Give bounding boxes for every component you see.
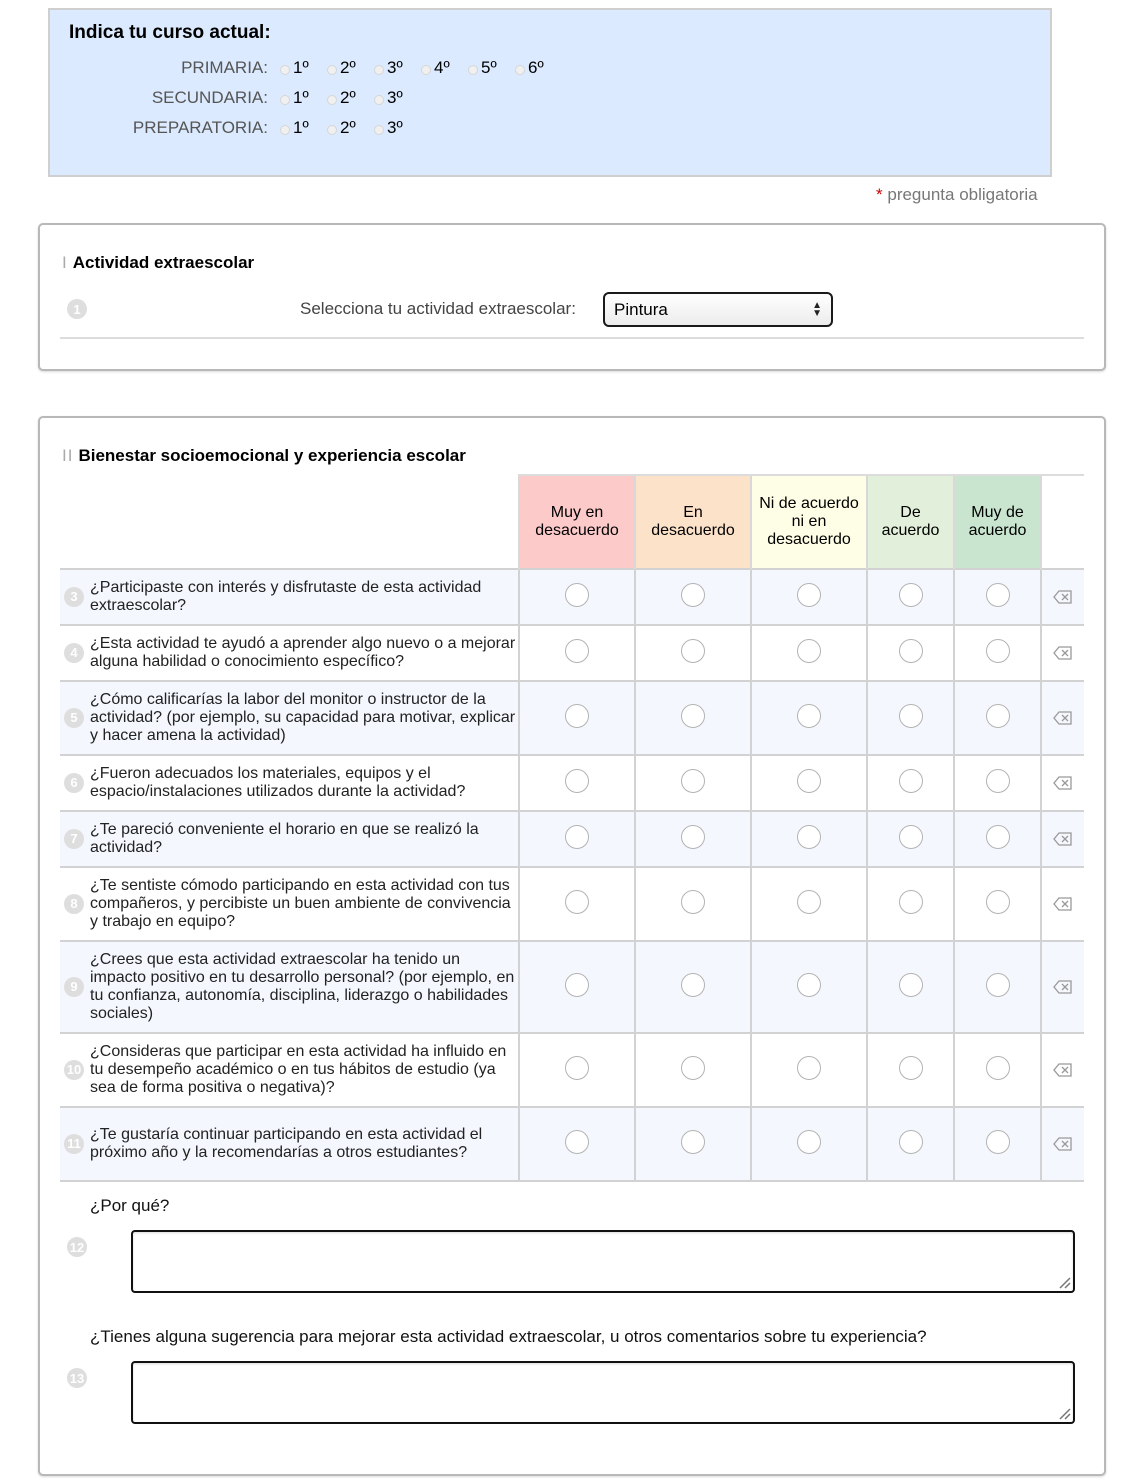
likert-cell xyxy=(867,867,954,941)
likert-row xyxy=(60,681,1084,755)
likert-cell xyxy=(751,811,867,867)
likert-cell xyxy=(751,681,867,755)
likert-radio[interactable] xyxy=(681,973,705,997)
open-question-label: ¿Por qué? xyxy=(90,1196,170,1215)
scale-header: Ni de acuerdo ni en desacuerdo xyxy=(751,475,867,569)
question-text: ¿Te pareció conveniente el horario en que se realizó la actividad? xyxy=(90,821,479,856)
clear-cell xyxy=(1041,569,1084,625)
course-row-secundaria xyxy=(50,87,421,109)
clear-answer-icon[interactable] xyxy=(1053,711,1073,725)
likert-cell xyxy=(519,569,635,625)
scale-header: Muy en desacuerdo xyxy=(519,475,635,569)
likert-radio[interactable] xyxy=(986,639,1010,663)
open-question-label: ¿Tienes alguna sugerencia para mejorar esta actividad extraescolar, u otros comentarios sobre tu experiencia? xyxy=(90,1327,927,1346)
course-option[interactable]: 2º xyxy=(327,58,374,78)
likert-cell xyxy=(954,941,1041,1033)
question-number-badge: 3 xyxy=(64,587,84,607)
likert-cell xyxy=(954,625,1041,681)
likert-cell xyxy=(519,1033,635,1107)
likert-cell xyxy=(635,569,751,625)
clear-answer-icon[interactable] xyxy=(1053,590,1073,604)
radio-button[interactable] xyxy=(515,65,525,75)
likert-radio[interactable] xyxy=(797,639,821,663)
likert-radio[interactable] xyxy=(899,890,923,914)
radio-button[interactable] xyxy=(327,125,337,135)
likert-radio[interactable] xyxy=(565,1056,589,1080)
question-cell xyxy=(60,625,519,681)
question-number-badge: 9 xyxy=(64,977,84,997)
section-roman-mark: I xyxy=(62,253,68,272)
course-option[interactable]: 3º xyxy=(374,118,421,138)
radio-button[interactable] xyxy=(280,125,290,135)
likert-cell xyxy=(867,1033,954,1107)
course-option[interactable]: 3º xyxy=(374,58,421,78)
question-number-badge: 13 xyxy=(67,1368,87,1388)
course-option[interactable]: 5º xyxy=(468,58,515,78)
course-title: Indica tu curso actual: xyxy=(69,22,271,43)
section-wellbeing-panel xyxy=(38,416,1106,1476)
likert-radio[interactable] xyxy=(565,639,589,663)
likert-radio[interactable] xyxy=(899,639,923,663)
likert-radio[interactable] xyxy=(681,583,705,607)
likert-cell xyxy=(954,1107,1041,1181)
likert-cell xyxy=(519,867,635,941)
likert-cell xyxy=(751,1033,867,1107)
likert-cell xyxy=(751,569,867,625)
likert-radio[interactable] xyxy=(681,890,705,914)
likert-radio[interactable] xyxy=(986,1056,1010,1080)
likert-radio[interactable] xyxy=(986,704,1010,728)
question-cell xyxy=(60,681,519,755)
question-text: ¿Crees que esta actividad extraescolar ha tenido un impacto positivo en tu desarrollo personal? (por ejemplo, en tu confianza, autonomía, disciplina, liderazgo o habilidades sociales) xyxy=(90,951,515,1022)
likert-cell xyxy=(751,867,867,941)
radio-button[interactable] xyxy=(468,65,478,75)
radio-button[interactable] xyxy=(374,65,384,75)
question-cell xyxy=(60,941,519,1033)
likert-cell xyxy=(635,681,751,755)
likert-cell xyxy=(954,1033,1041,1107)
radio-button[interactable] xyxy=(374,125,384,135)
question-text: ¿Cómo calificarías la labor del monitor o instructor de la actividad? (por ejemplo, su capacidad para motivar, explicar y hacer amena la actividad) xyxy=(90,691,516,744)
scale-header: En desacuerdo xyxy=(635,475,751,569)
likert-cell xyxy=(867,941,954,1033)
required-star-icon: * xyxy=(876,185,883,204)
divider xyxy=(60,337,1084,339)
clear-answer-icon[interactable] xyxy=(1053,776,1073,790)
likert-radio[interactable] xyxy=(986,1130,1010,1154)
course-row-preparatoria xyxy=(50,117,421,139)
likert-cell xyxy=(519,625,635,681)
clear-answer-icon[interactable] xyxy=(1053,980,1073,994)
question-number-badge: 7 xyxy=(64,829,84,849)
likert-radio[interactable] xyxy=(681,1056,705,1080)
likert-cell xyxy=(635,755,751,811)
activity-select-value: Pintura xyxy=(614,299,668,319)
likert-radio[interactable] xyxy=(986,825,1010,849)
likert-cell xyxy=(867,811,954,867)
resize-grip-icon[interactable] xyxy=(1057,1275,1071,1289)
likert-cell xyxy=(635,867,751,941)
question-cell xyxy=(60,569,519,625)
question-cell xyxy=(60,811,519,867)
likert-radio[interactable] xyxy=(565,973,589,997)
likert-radio[interactable] xyxy=(681,825,705,849)
why-textarea[interactable] xyxy=(131,1230,1075,1293)
radio-button[interactable] xyxy=(374,95,384,105)
likert-radio[interactable] xyxy=(986,769,1010,793)
section-title: I Actividad extraescolar xyxy=(62,253,255,272)
clear-cell xyxy=(1041,681,1084,755)
likert-cell xyxy=(751,941,867,1033)
question-cell xyxy=(60,755,519,811)
question-number-badge: 5 xyxy=(64,708,84,728)
clear-cell xyxy=(1041,755,1084,811)
course-level-label: SECUNDARIA: xyxy=(151,88,268,107)
course-option[interactable]: 4º xyxy=(421,58,468,78)
section-title: II Bienestar socioemocional y experiencia escolar xyxy=(62,446,466,465)
likert-radio[interactable] xyxy=(681,769,705,793)
question-number-badge: 12 xyxy=(67,1237,87,1257)
clear-answer-icon[interactable] xyxy=(1053,646,1073,660)
likert-row xyxy=(60,755,1084,811)
activity-select-label: Selecciona tu actividad extraescolar: xyxy=(300,299,576,318)
likert-cell xyxy=(954,569,1041,625)
likert-cell xyxy=(635,1107,751,1181)
question-text: ¿Te gustaría continuar participando en esta actividad el próximo año y la recomendarías a otros estudiantes? xyxy=(90,1126,483,1161)
question-text: ¿Esta actividad te ayudó a aprender algo nuevo o a mejorar alguna habilidad o conocimiento específico? xyxy=(90,635,516,670)
radio-button[interactable] xyxy=(327,65,337,75)
clear-cell xyxy=(1041,867,1084,941)
likert-cell xyxy=(519,755,635,811)
likert-cell xyxy=(751,1107,867,1181)
likert-radio[interactable] xyxy=(797,1056,821,1080)
scale-header: Muy de acuerdo xyxy=(954,475,1041,569)
likert-cell xyxy=(519,941,635,1033)
likert-cell xyxy=(954,755,1041,811)
clear-cell xyxy=(1041,941,1084,1033)
likert-matrix xyxy=(60,474,1084,1182)
question-text: ¿Consideras que participar en esta actividad ha influido en tu desempeño académico o en tus hábitos de estudio (ya sea de forma positiva o negativa)? xyxy=(90,1043,507,1096)
suggestions-textarea[interactable] xyxy=(131,1361,1075,1424)
likert-radio[interactable] xyxy=(899,583,923,607)
section-roman-mark: II xyxy=(62,446,74,465)
likert-row xyxy=(60,625,1084,681)
clear-answer-icon[interactable] xyxy=(1053,1063,1073,1077)
question-cell xyxy=(60,1107,519,1181)
radio-button[interactable] xyxy=(327,95,337,105)
likert-radio[interactable] xyxy=(565,583,589,607)
scale-header: De acuerdo xyxy=(867,475,954,569)
likert-row xyxy=(60,941,1084,1033)
likert-radio[interactable] xyxy=(681,639,705,663)
likert-cell xyxy=(751,755,867,811)
course-level-label: PRIMARIA: xyxy=(181,58,268,77)
course-option[interactable]: 2º xyxy=(327,88,374,108)
likert-cell xyxy=(635,811,751,867)
clear-cell xyxy=(1041,1107,1084,1181)
likert-cell xyxy=(519,811,635,867)
clear-answer-icon[interactable] xyxy=(1053,897,1073,911)
likert-radio[interactable] xyxy=(797,973,821,997)
likert-radio[interactable] xyxy=(797,583,821,607)
likert-cell xyxy=(867,569,954,625)
question-number-badge: 8 xyxy=(64,894,84,914)
likert-row xyxy=(60,811,1084,867)
course-option[interactable]: 1º xyxy=(280,118,327,138)
likert-radio[interactable] xyxy=(899,825,923,849)
section-activity-panel xyxy=(38,223,1106,371)
likert-radio[interactable] xyxy=(565,769,589,793)
likert-radio[interactable] xyxy=(565,704,589,728)
likert-cell xyxy=(867,1107,954,1181)
likert-radio[interactable] xyxy=(797,769,821,793)
radio-button[interactable] xyxy=(280,95,290,105)
course-selection-box xyxy=(48,8,1052,177)
activity-select[interactable] xyxy=(603,292,833,327)
course-option[interactable]: 1º xyxy=(280,58,327,78)
likert-radio[interactable] xyxy=(797,1130,821,1154)
likert-radio[interactable] xyxy=(899,973,923,997)
course-option[interactable]: 6º xyxy=(515,58,562,78)
course-level-label: PREPARATORIA: xyxy=(132,118,268,137)
likert-radio[interactable] xyxy=(899,1130,923,1154)
likert-radio[interactable] xyxy=(565,1130,589,1154)
required-note xyxy=(876,185,1038,205)
likert-cell xyxy=(519,1107,635,1181)
likert-cell xyxy=(635,625,751,681)
likert-cell xyxy=(954,681,1041,755)
radio-button[interactable] xyxy=(421,65,431,75)
question-text: ¿Fueron adecuados los materiales, equipos y el espacio/instalaciones utilizados durante la actividad? xyxy=(90,765,466,800)
clear-cell xyxy=(1041,625,1084,681)
likert-radio[interactable] xyxy=(565,890,589,914)
course-option[interactable]: 2º xyxy=(327,118,374,138)
question-number-badge: 1 xyxy=(67,299,87,319)
question-cell xyxy=(60,867,519,941)
likert-radio[interactable] xyxy=(986,973,1010,997)
clear-answer-icon[interactable] xyxy=(1053,832,1073,846)
likert-cell xyxy=(954,867,1041,941)
likert-header-row xyxy=(60,475,1084,569)
clear-cell xyxy=(1041,811,1084,867)
likert-cell xyxy=(867,755,954,811)
likert-row xyxy=(60,867,1084,941)
likert-cell xyxy=(867,625,954,681)
likert-cell xyxy=(867,681,954,755)
likert-radio[interactable] xyxy=(565,825,589,849)
question-number-badge: 10 xyxy=(64,1060,84,1080)
course-row-primaria xyxy=(50,57,562,79)
question-number-badge: 6 xyxy=(64,773,84,793)
select-arrows-icon: ▲ ▼ xyxy=(812,299,822,319)
question-text: ¿Te sentiste cómodo participando en esta actividad con tus compañeros, y percibiste un buen ambiente de convivencia y trabajo en equipo? xyxy=(90,877,511,930)
resize-grip-icon[interactable] xyxy=(1057,1406,1071,1420)
likert-radio[interactable] xyxy=(899,1056,923,1080)
likert-radio[interactable] xyxy=(797,890,821,914)
likert-radio[interactable] xyxy=(681,704,705,728)
question-number-badge: 4 xyxy=(64,643,84,663)
likert-radio[interactable] xyxy=(681,1130,705,1154)
likert-radio[interactable] xyxy=(797,825,821,849)
likert-radio[interactable] xyxy=(899,769,923,793)
radio-button[interactable] xyxy=(280,65,290,75)
likert-radio[interactable] xyxy=(986,890,1010,914)
likert-row xyxy=(60,1107,1084,1181)
likert-cell xyxy=(635,1033,751,1107)
likert-radio[interactable] xyxy=(899,704,923,728)
likert-cell xyxy=(519,681,635,755)
likert-cell xyxy=(954,811,1041,867)
likert-row xyxy=(60,1033,1084,1107)
question-cell xyxy=(60,1033,519,1107)
likert-cell xyxy=(635,941,751,1033)
course-option[interactable]: 1º xyxy=(280,88,327,108)
likert-row xyxy=(60,569,1084,625)
question-text: ¿Participaste con interés y disfrutaste de esta actividad extraescolar? xyxy=(90,579,482,614)
course-option[interactable]: 3º xyxy=(374,88,421,108)
clear-cell xyxy=(1041,1033,1084,1107)
required-note-text: pregunta obligatoria xyxy=(887,185,1038,204)
likert-radio[interactable] xyxy=(797,704,821,728)
clear-answer-icon[interactable] xyxy=(1053,1137,1073,1151)
likert-radio[interactable] xyxy=(986,583,1010,607)
question-number-badge: 11 xyxy=(64,1134,84,1154)
likert-cell xyxy=(751,625,867,681)
